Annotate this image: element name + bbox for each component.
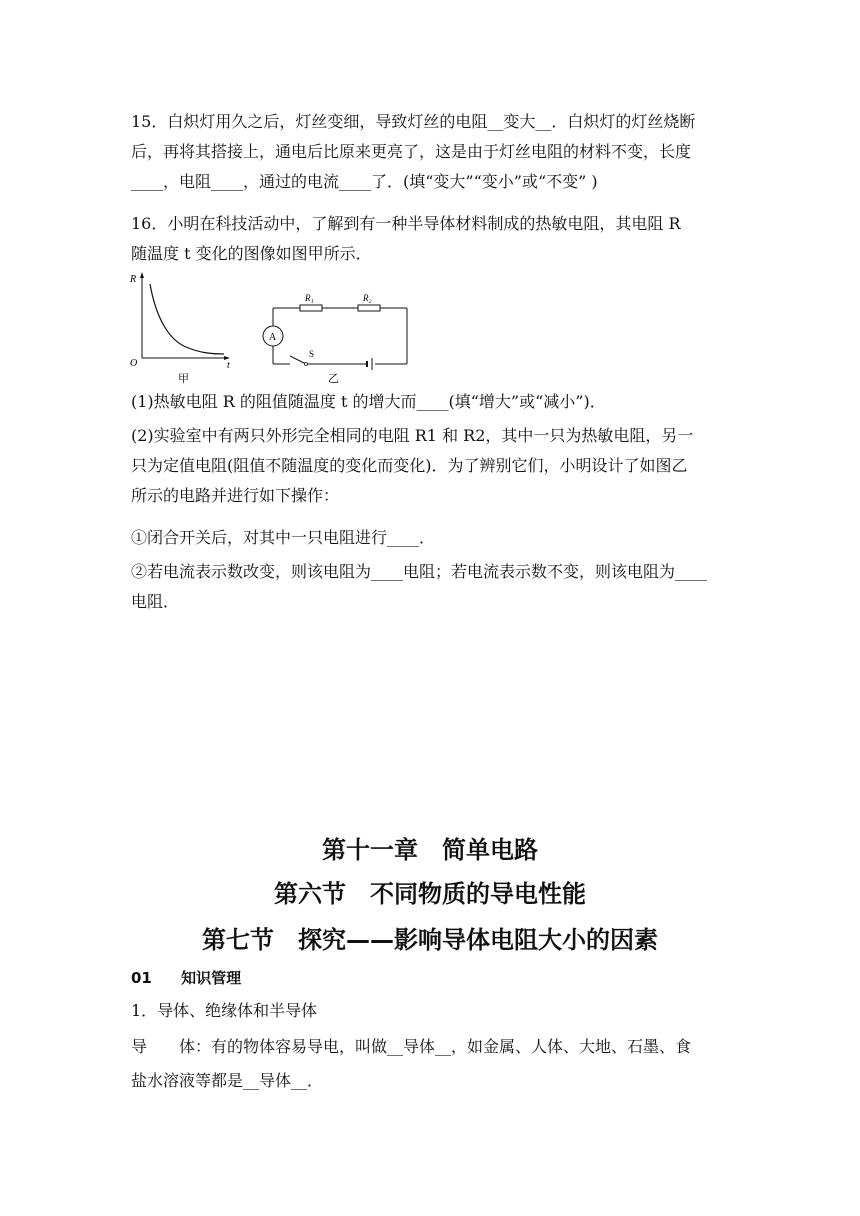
- q15-line-3: ____，电阻____，通过的电流____了．(填“变大”“变小”或“不变” ): [131, 172, 598, 191]
- figure-yi-circuit: [263, 293, 407, 385]
- q16-part-2-line-3: 所示的电路并进行如下操作：: [131, 486, 340, 505]
- knowledge-item-1-title: 1．导体、绝缘体和半导体: [131, 1001, 318, 1020]
- origin-label: O: [130, 358, 138, 369]
- switch-blade: [290, 356, 306, 364]
- q16-part-1-text: (1)热敏电阻 R 的阻值随温度 t 的增大而____(填“增大”或“减小”)．: [131, 392, 606, 411]
- y-axis-arrow: [140, 272, 144, 278]
- q16-step-2-line-2: 电阻．: [131, 592, 180, 611]
- r2-label: R₂: [363, 293, 372, 303]
- ammeter-label: A: [269, 332, 277, 343]
- q16-line-1: 16．小明在科技活动中，了解到有一种半导体材料制成的热敏电阻，其电阻 R: [131, 214, 681, 233]
- knowledge-tag-label: 知识管理: [181, 969, 242, 987]
- resistor-r1: [300, 305, 322, 311]
- q16-line-2: 随温度 t 变化的图像如图甲所示．: [131, 244, 372, 263]
- chapter-title: 第十一章 简单电路: [322, 836, 538, 864]
- switch-contact: [305, 363, 308, 366]
- question-16-steps: [131, 523, 731, 617]
- q15-line-2: 后，再将其搭接上，通电后比原来更亮了，这是由于灯丝电阻的材料不变，长度: [131, 142, 692, 161]
- figure-yi-caption: 乙: [328, 372, 339, 385]
- question-16-part-2: [131, 421, 731, 511]
- q16-part-2-line-2: 只为定值电阻(阻值不随温度的变化而变化)．为了辨别它们，小明设计了如图乙: [131, 456, 688, 475]
- resistance-curve: [150, 284, 224, 354]
- q15-line-1: 15．白炽灯用久之后，灯丝变细，导致灯丝的电阻__变大__．白炽灯的灯丝烧断: [131, 112, 696, 131]
- x-axis-label: t: [227, 360, 230, 371]
- figure-jia-graph: [129, 272, 230, 385]
- conductor-line-1: 导 体：有的物体容易导电，叫做__导体__，如金属、人体、大地、石墨、食: [131, 1037, 692, 1056]
- y-axis-label: R: [130, 274, 137, 285]
- r1-label: R₁: [305, 293, 314, 303]
- question-15: [131, 107, 731, 197]
- knowledge-tag-number: 01: [131, 969, 152, 987]
- resistor-r2: [358, 305, 380, 311]
- q16-step-1: ①闭合开关后，对其中一只电阻进行____．: [131, 528, 436, 547]
- conductor-definition: [131, 1032, 731, 1096]
- knowledge-tag: [131, 963, 731, 993]
- knowledge-item-1: [131, 996, 731, 1026]
- question-16-intro: [131, 209, 731, 269]
- question-16-figures: [124, 268, 424, 388]
- question-16-part-1: [131, 387, 731, 417]
- figure-jia-caption: 甲: [178, 372, 189, 385]
- section-7-title: 第七节 探究——影响导体电阻大小的因素: [202, 926, 658, 954]
- switch-label: S: [309, 349, 315, 359]
- section-6-title: 第六节 不同物质的导电性能: [274, 880, 586, 908]
- conductor-line-2: 盐水溶液等都是__导体__．: [131, 1071, 324, 1090]
- q16-step-2-line-1: ②若电流表示数改变，则该电阻为____电阻；若电流表示数不变，则该电阻为____: [131, 562, 708, 581]
- q16-part-2-line-1: (2)实验室中有两只外形完全相同的电阻 R1 和 R2，其中一只为热敏电阻，另一: [131, 426, 694, 445]
